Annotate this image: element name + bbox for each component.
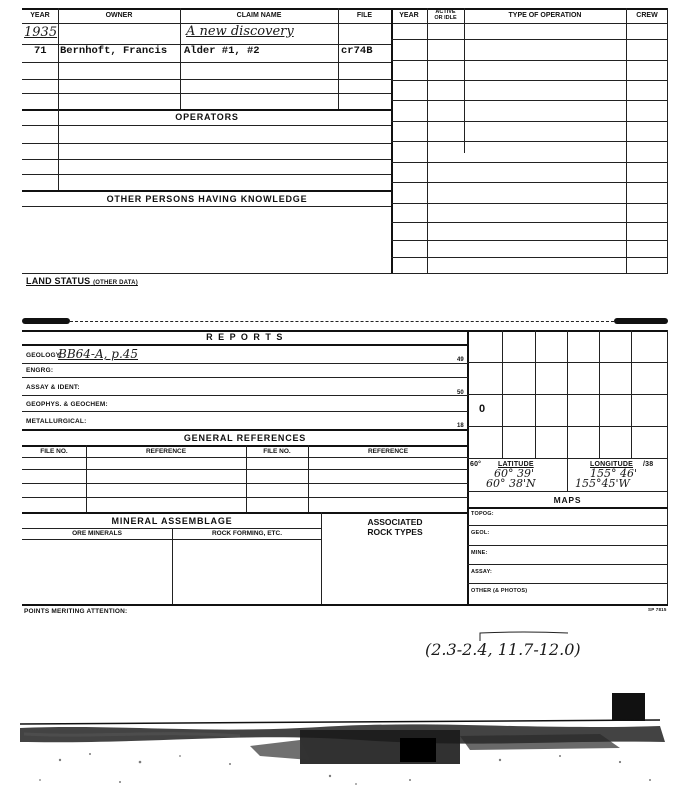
header-year-right: YEAR [399,12,419,19]
entry-year-handwritten: 1935 [24,25,58,40]
entry-owner: Bernhoft, Francis [60,45,168,57]
col-rule-claim [338,8,339,109]
report-rule [22,395,468,396]
other-persons-under-rule [22,206,392,207]
associated-label: ASSOCIATED [367,517,423,527]
form-number: SP 7815 [648,607,667,612]
range-overline [478,630,572,642]
reports-num-50: 50 [457,390,464,396]
operators-heading: OPERATORS [175,112,239,122]
maps-rule [467,583,668,584]
col-reference-2: REFERENCE [367,448,409,455]
rock-types-label: ROCK TYPES [367,527,423,537]
top-border [22,8,668,10]
header-owner: OWNER [105,12,133,19]
row-rule-right [391,203,668,204]
mineral-assemblage-title: MINERAL ASSEMBLAGE [111,516,233,526]
maps-underline [467,507,668,509]
grid-row [467,362,668,363]
general-references-underline [22,445,468,447]
geophys-geochem-label: GEOPHYS. & GEOCHEM: [26,401,108,408]
report-rule [22,411,468,412]
divider-dashed [70,321,614,322]
row-rule-right [391,162,668,163]
row-rule [22,79,392,80]
header-type-of-operation: TYPE OF OPERATION [508,12,582,19]
col-rule-owner [180,8,181,109]
row-rule [22,143,392,144]
grid-marker: 0 [479,403,486,415]
general-references-top [22,429,468,431]
row-rule-right [391,182,668,183]
row-rule-right [391,39,668,40]
lat-lon-divider [567,458,568,491]
header-underline [22,23,668,24]
land-status-other: (OTHER DATA) [93,280,138,286]
maps-topog: TOPOG: [471,511,494,517]
row-rule-right [391,121,668,122]
ref-rule [22,457,468,458]
geology-label: GEOLOGY: [26,352,63,359]
ore-minerals-label: ORE MINERALS [72,530,122,537]
maps-rule [467,525,668,526]
row-rule-right [391,240,668,241]
entry-file: cr74B [341,45,373,57]
land-status-label [26,276,138,286]
land-status-text: LAND STATUS [26,276,91,286]
latitude-label: LATITUDE [498,461,534,468]
row-rule [22,174,392,175]
maps-mine: MINE: [471,550,488,556]
row-rule-right [391,222,668,223]
handwritten-range: (2.3-2.4, 11.7-12.0) [425,640,581,659]
scan-noise-band [0,690,678,806]
grid-right-border [667,330,668,604]
row-rule-right [391,257,668,258]
other-persons-heading: OTHER PERSONS HAVING KNOWLEDGE [106,194,308,204]
ref-col-rule [308,445,309,512]
ref-rule [22,497,468,498]
header-active-idle [427,9,464,21]
divider-bar-right [614,318,668,324]
reports-title: R E P O R T S [206,332,284,342]
ref-col-rule [86,445,87,512]
maps-rule [467,545,668,546]
rock-forming-label: ROCK FORMING, ETC. [211,530,283,537]
operators-under-rule [22,125,392,126]
longitude-label: LONGITUDE [590,461,634,468]
geology-value-handwritten: BB64-A, p.45 [58,347,139,361]
entry-row-number: 71 [34,45,47,57]
col-reference-1: REFERENCE [145,448,187,455]
entry-claim-note-handwritten: A new discovery [186,24,294,39]
header-crew: CREW [636,12,658,19]
header-claim-name: CLAIM NAME [236,12,282,19]
reports-right-divider [467,330,469,604]
general-references-title: GENERAL REFERENCES [183,433,307,443]
operators-top-rule [22,109,392,111]
reports-num-18: 18 [457,423,464,429]
row-rule-right [391,80,668,81]
grid-row [467,394,668,395]
reports-num-49: 49 [457,357,464,363]
lat-value-1: 60° 39' [494,467,535,480]
row-rule-right [391,100,668,101]
ref-rule [22,483,468,484]
assay-ident-label: ASSAY & IDENT: [26,384,80,391]
maps-assay: ASSAY: [471,569,493,575]
row-rule [22,62,392,63]
report-rule [22,377,468,378]
entry-claim: Alder #1, #2 [184,45,260,57]
maps-title: MAPS [553,495,582,505]
header-active-idle-line1: ACTIVE [435,9,456,15]
row-rule [22,159,392,160]
reports-bottom-border [22,604,668,606]
top-table-bottom-rule [22,273,668,274]
maps-geol: GEOL: [471,530,490,536]
ref-col-rule [246,445,247,512]
metallurgical-label: METALLURGICAL: [26,418,87,425]
maps-other-photos: OTHER (& PHOTOS) [471,588,528,594]
header-year: YEAR [30,12,50,19]
row-rule [22,93,392,94]
row-rule-right [391,141,668,142]
divider-bar-left [22,318,70,324]
other-persons-top-rule [22,190,392,192]
mineral-col-rule [172,528,173,604]
lon-value-1: 155° 46' [590,467,638,480]
header-file: FILE [356,12,373,19]
report-rule [22,363,468,364]
lat-prefix: 60° [470,461,482,468]
header-active-idle-line2: OR IDLE [434,15,457,21]
lat-value-2: 60° 38'N [486,477,536,490]
lon-value-2: 155°45'W [575,477,630,490]
col-file-no-1: FILE NO. [40,448,68,455]
points-meriting-attention: POINTS MERITING ATTENTION: [24,608,128,615]
grid-row [467,426,668,427]
maps-rule [467,564,668,565]
col-file-no-2: FILE NO. [263,448,291,455]
reports-title-underline [22,344,468,346]
lon-suffix: /38 [643,461,654,468]
col-rule-year [58,8,59,190]
maps-top-rule [467,491,668,492]
mineral-top-rule [22,512,468,514]
row-rule-right [391,60,668,61]
engrg-label: ENGRG: [26,367,54,374]
ref-rule [22,469,468,470]
